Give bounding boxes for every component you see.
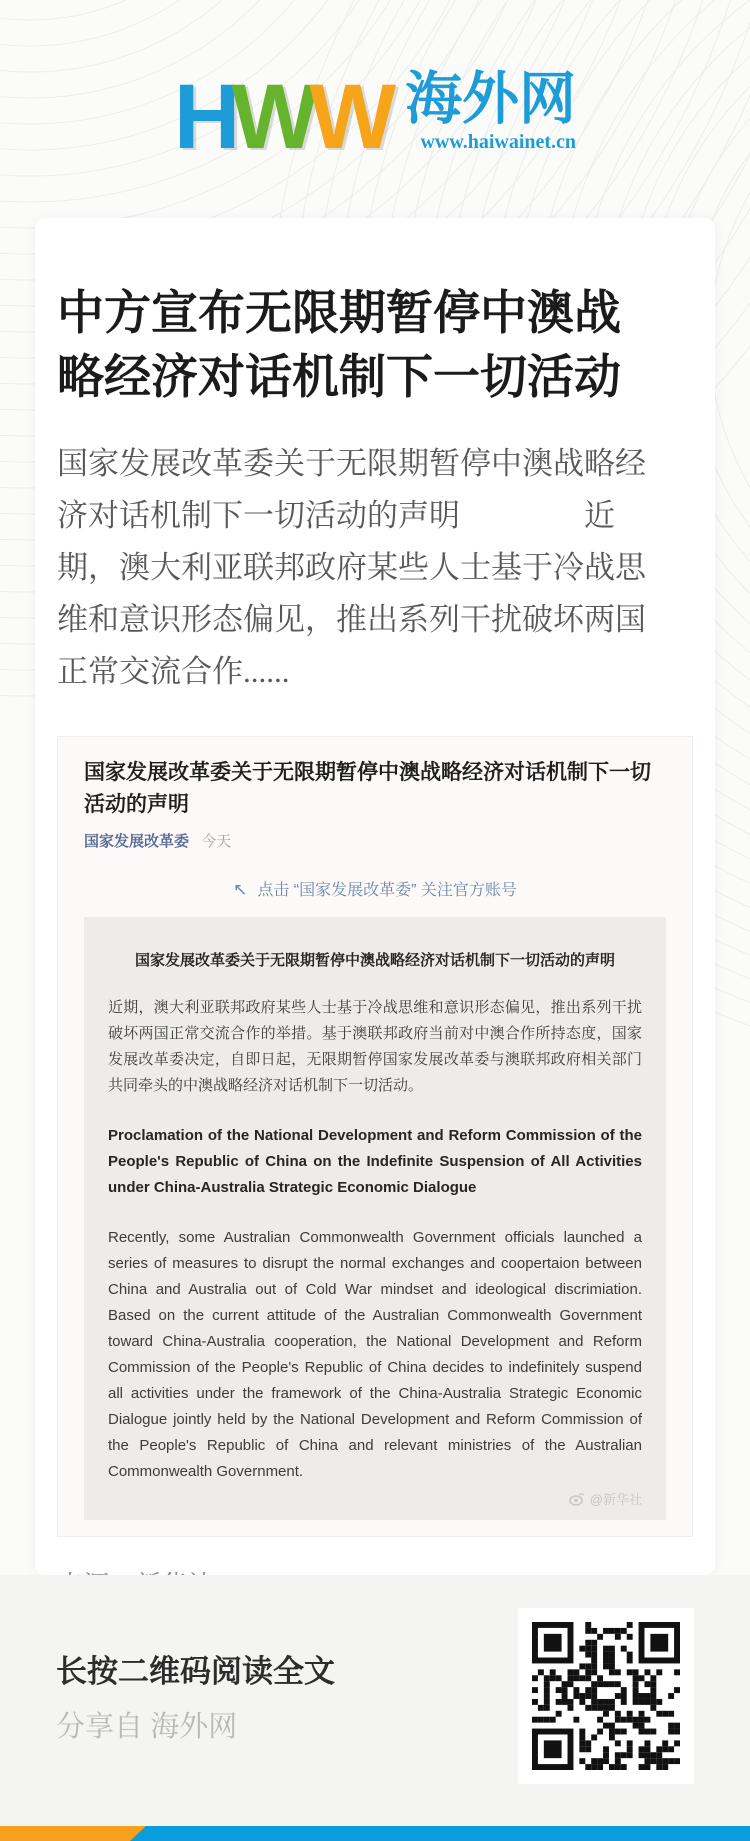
logo-text-block xyxy=(405,67,577,154)
article-card xyxy=(35,218,715,1575)
article-summary: 国家发展改革委关于无限期暂停中澳战略经济对话机制下一切活动的声明 近期，澳大利亚联邦政府某些人士基于冷战思维和意识形态偏见，推出系列干扰破坏两国正常交流合作...... xyxy=(57,446,646,689)
qr-code-card xyxy=(518,1608,694,1784)
article-title: 中方宣布无限期暂停中澳战略经济对话机制下一切活动 xyxy=(57,288,621,404)
weibo-icon xyxy=(569,1492,585,1506)
statement-paragraph-en: Recently, some Australian Commonwealth Government officials launched a series of measures to disrupt the normal exchanges and coopertaion between China and Australia out of Cold War mindset and ideological discrimiation. Based on the current attitude of the Australian Commonwealth Government toward China-Australia cooperation, the National Development and Reform Commission of the People's Republic of China decides to indefinitely suspend all activities under the framework of the China-Australia Strategic Economic Dialogue jointly held by the National Development and Reform Commission of the People's Republic of China and relevant ministries of the Australian Commonwealth Government. xyxy=(108,1229,642,1480)
footer-stripe-orange xyxy=(0,1826,146,1841)
logo-letter-w2: W xyxy=(309,65,388,168)
logo-letters xyxy=(173,65,388,168)
qr-code xyxy=(532,1622,680,1770)
share-bar xyxy=(0,1575,750,1826)
embed-publish-time: 今天 xyxy=(201,833,232,850)
northwest-arrow-icon: ↖ xyxy=(233,880,248,899)
embed-follow-text: 点击 “国家发展改革委” 关注官方账号 xyxy=(257,882,517,899)
site-name: 海外网 xyxy=(405,67,577,131)
statement-title-en: Proclamation of the National Development and Reform Commission of the People's Republic of China on the Indefinite Suspension of All Activities under China-Australia Strategic Economic Dialogue xyxy=(108,1127,642,1196)
share-text-block xyxy=(56,1646,335,1745)
statement-screenshot xyxy=(57,736,693,1537)
logo-letter-w1: W xyxy=(231,65,310,168)
share-cta-text: 长按二维码阅读全文 xyxy=(56,1654,335,1689)
site-logo[interactable] xyxy=(173,65,577,168)
statement-paragraph-cn: 近期，澳大利亚联邦政府某些人士基于冷战思维和意识形态偏见，推出系列干扰破坏两国正常交流合作的举措。基于澳联邦政府当前对中澳合作所持态度，国家发展改革委决定，自即日起，无限期暂停国家发展改革委与澳联邦政府相关部门共同牵头的中澳战略经济对话机制下一切活动。 xyxy=(108,999,642,1094)
embed-byline xyxy=(84,830,666,851)
embed-account-name: 国家发展改革委 xyxy=(84,833,190,850)
site-header xyxy=(0,0,750,218)
statement-title-cn: 国家发展改革委关于无限期暂停中澳战略经济对话机制下一切活动的声明 xyxy=(134,952,615,969)
share-from-text: 分享自 海外网 xyxy=(56,1711,238,1743)
logo-letter-h: H xyxy=(173,65,232,168)
footer-stripe xyxy=(0,1826,750,1841)
embed-article-title: 国家发展改革委关于无限期暂停中澳战略经济对话机制下一切活动的声明 xyxy=(84,761,651,816)
site-url: www.haiwainet.cn xyxy=(420,130,577,153)
weibo-watermark xyxy=(108,1489,642,1508)
weibo-watermark-text: @新华社 xyxy=(589,1492,642,1507)
statement-box xyxy=(84,917,666,1520)
embed-follow-notice xyxy=(84,877,666,900)
